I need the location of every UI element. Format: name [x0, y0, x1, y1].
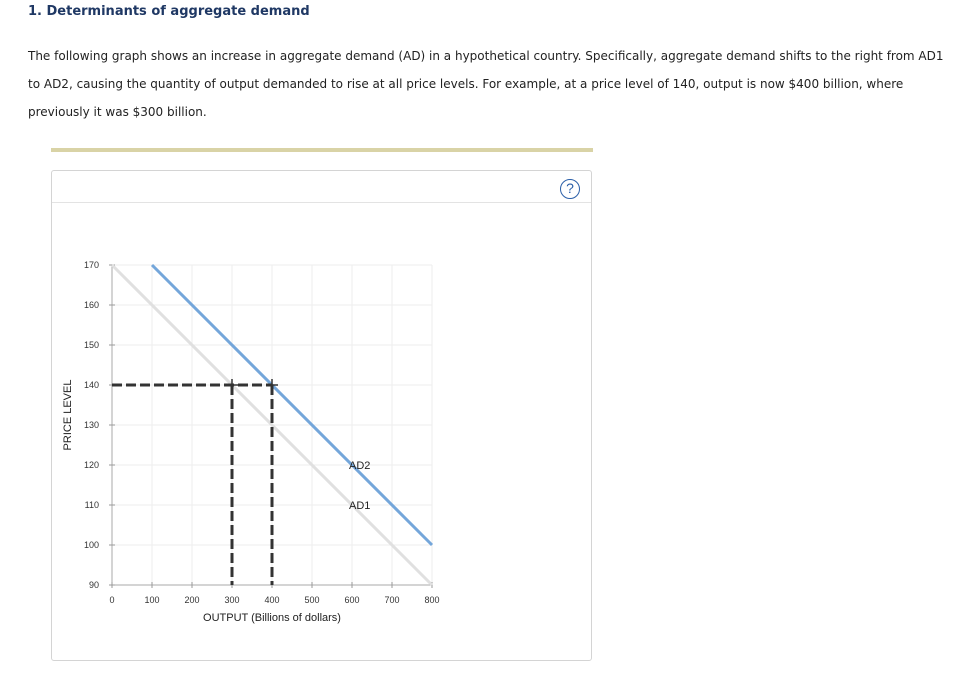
- section-rule: [51, 148, 593, 152]
- label-layer: [62, 380, 370, 624]
- x-tick-label: 400: [264, 595, 280, 605]
- y-tick-label: 130: [83, 420, 99, 430]
- series-label-ad1: AD1: [349, 500, 371, 512]
- x-tick-label: 700: [384, 595, 400, 605]
- help-button[interactable]: ?: [560, 179, 580, 199]
- x-tick-label: 100: [144, 595, 160, 605]
- ad-chart: [52, 171, 591, 660]
- y-tick-label: 120: [83, 460, 99, 470]
- x-axis-title: OUTPUT (Billions of dollars): [203, 612, 341, 624]
- series-line-ad2: [152, 265, 432, 545]
- y-tick-label: 170: [83, 260, 99, 270]
- x-tick-label: 200: [184, 595, 200, 605]
- y-axis-title: PRICE LEVEL: [62, 379, 74, 451]
- x-tick-label: 0: [109, 595, 115, 605]
- series-label-ad2: AD2: [349, 460, 371, 472]
- y-tick-label: 150: [83, 340, 99, 350]
- y-tick-label: 110: [84, 500, 99, 510]
- graph-panel: [51, 170, 592, 661]
- y-tick-label: 100: [83, 540, 99, 550]
- axis-layer: [84, 260, 440, 605]
- page-title: 1. Determinants of aggregate demand: [28, 4, 310, 19]
- x-tick-label: 500: [304, 595, 320, 605]
- x-tick-label: 600: [344, 595, 360, 605]
- y-tick-label: 90: [88, 580, 99, 590]
- guide-layer: [112, 379, 278, 585]
- x-tick-label: 800: [424, 595, 440, 605]
- y-tick-label: 160: [83, 300, 99, 310]
- y-tick-label: 140: [83, 380, 99, 390]
- intro-paragraph: The following graph shows an increase in aggregate demand (AD) in a hypothetical country. Specifically, aggregate demand shifts to the right from AD1 to AD2, causing the quantity of output demanded to rise at all price levels. For example, at a price level of 140, output is now $400 billion, where previously it was $300 billion.: [28, 49, 944, 119]
- x-tick-label: 300: [224, 595, 240, 605]
